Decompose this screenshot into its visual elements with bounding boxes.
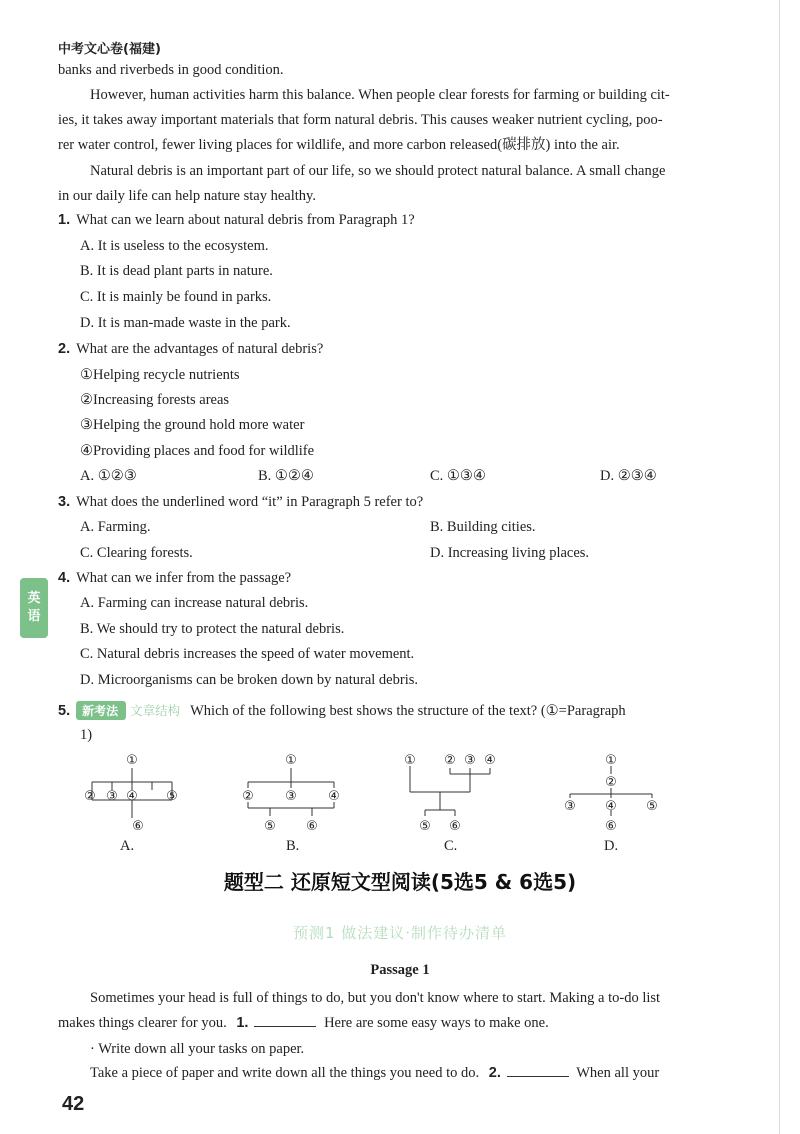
node: ⑤	[166, 789, 178, 804]
node: ②	[444, 753, 456, 768]
question-text: Which of the following best shows the structure of the text? (①=Paragraph	[190, 703, 626, 719]
node: ③	[106, 789, 118, 804]
option[interactable]: B. Building cities.	[430, 519, 536, 535]
passage-line	[58, 1013, 549, 1033]
node: ①	[285, 753, 297, 768]
passage-title: Passage 1	[370, 962, 430, 978]
option[interactable]: B. It is dead plant parts in nature.	[80, 263, 273, 279]
passage-text: Here are some easy ways to make one.	[324, 1015, 549, 1031]
option[interactable]: A. Farming.	[80, 519, 151, 535]
question-number: 3.	[58, 494, 71, 510]
node: ⑤	[646, 799, 658, 814]
question-text: What can we learn about natural debris from Paragraph 1?	[76, 212, 415, 228]
option[interactable]: C. It is mainly be found in parks.	[80, 289, 272, 305]
passage-text: When all your	[576, 1065, 660, 1081]
structure-diagram-c	[400, 748, 520, 838]
option[interactable]: C. Clearing forests.	[80, 545, 193, 561]
passage-line: in our daily life can help nature stay healthy.	[58, 188, 316, 204]
passage-line: ies, it takes away important materials that form natural debris. This causes weaker nutrient cycling, poo-	[58, 112, 663, 128]
statement-item: ④Providing places and food for wildlife	[80, 443, 315, 459]
option[interactable]: A. Farming can increase natural debris.	[80, 595, 309, 611]
passage-line: rer water control, fewer living places for wildlife, and more carbon released(碳排放) into the air.	[58, 137, 620, 153]
subject-tab	[20, 578, 48, 638]
blank-number: 2.	[488, 1065, 501, 1081]
node: ⑥	[449, 819, 461, 834]
diagram-label[interactable]: A.	[120, 838, 135, 854]
passage-line: However, human activities harm this balance. When people clear forests for farming or building cit-	[90, 87, 670, 103]
subtitle: 预测1 做法建议·制作待办清单	[292, 924, 508, 942]
question-text: What are the advantages of natural debris?	[76, 341, 324, 357]
passage-line	[90, 1063, 659, 1083]
question-text-cont: 1)	[80, 727, 93, 743]
tab-char: 语	[27, 609, 41, 624]
option[interactable]: C. ①③④	[430, 468, 486, 484]
page-number: 42	[62, 1093, 85, 1115]
question-text: What does the underlined word “it” in Paragraph 5 refer to?	[76, 494, 424, 510]
node: ①	[126, 753, 138, 768]
question-2	[58, 341, 323, 358]
question-number: 2.	[58, 341, 71, 357]
node: ⑥	[132, 819, 144, 834]
node: ③	[464, 753, 476, 768]
node: ②	[605, 775, 617, 790]
node: ①	[404, 753, 416, 768]
passage-line: banks and riverbeds in good condition.	[58, 62, 284, 78]
statement-item: ②Increasing forests areas	[80, 392, 230, 408]
diagram-label[interactable]: D.	[604, 838, 619, 854]
question-number: 4.	[58, 570, 71, 586]
passage-line: Sometimes your head is full of things to do, but you don't know where to start. Making a to-do list	[90, 990, 661, 1006]
node: ④	[328, 789, 340, 804]
node: ④	[126, 789, 138, 804]
statement-item: ③Helping the ground hold more water	[80, 417, 305, 433]
passage-line: · Write down all your tasks on paper.	[90, 1041, 305, 1057]
structure-diagram-b	[236, 748, 356, 838]
diagram-label[interactable]: B.	[286, 838, 300, 854]
structure-diagram-d	[556, 748, 676, 838]
node: ③	[285, 789, 297, 804]
answer-blank[interactable]	[507, 1064, 569, 1077]
option[interactable]: A. ①②③	[80, 468, 137, 484]
node: ⑤	[264, 819, 276, 834]
diagram-label[interactable]: C.	[444, 838, 458, 854]
option[interactable]: D. ②③④	[600, 468, 657, 484]
option[interactable]: D. Increasing living places.	[430, 545, 590, 561]
option[interactable]: D. It is man-made waste in the park.	[80, 315, 291, 331]
option[interactable]: B. We should try to protect the natural debris.	[80, 621, 345, 637]
node: ⑤	[419, 819, 431, 834]
statement-item: ①Helping recycle nutrients	[80, 367, 240, 383]
question-number: 1.	[58, 212, 71, 228]
node: ②	[242, 789, 254, 804]
question-1	[58, 212, 415, 229]
question-5	[58, 701, 626, 720]
page-header: 中考文心卷(福建)	[58, 42, 161, 57]
question-number: 5.	[58, 703, 71, 719]
section-title: 题型二 还原短文型阅读(5选5 & 6选5)	[223, 870, 577, 894]
option[interactable]: D. Microorganisms can be broken down by natural debris.	[80, 672, 418, 688]
passage-text: makes things clearer for you.	[58, 1015, 227, 1031]
question-4	[58, 570, 291, 587]
passage-text: Take a piece of paper and write down all the things you need to do.	[90, 1065, 480, 1081]
option[interactable]: B. ①②④	[258, 468, 314, 484]
node: ⑥	[605, 819, 617, 834]
question-text: What can we infer from the passage?	[76, 570, 292, 586]
question-3	[58, 494, 423, 511]
new-method-badge: 新考法	[76, 701, 126, 720]
blank-number: 1.	[236, 1015, 249, 1031]
structure-diagram-a	[72, 748, 192, 838]
badge-tag: 文章结构	[130, 703, 181, 718]
option[interactable]: A. It is useless to the ecosystem.	[80, 238, 269, 254]
node: ⑥	[306, 819, 318, 834]
passage-line: Natural debris is an important part of our life, so we should protect natural balance. A small change	[90, 163, 666, 179]
node: ①	[605, 753, 617, 768]
node: ④	[605, 799, 617, 814]
option[interactable]: C. Natural debris increases the speed of water movement.	[80, 646, 415, 662]
node: ④	[484, 753, 496, 768]
answer-blank[interactable]	[254, 1014, 316, 1027]
tab-char: 英	[27, 591, 41, 606]
node: ③	[564, 799, 576, 814]
node: ②	[84, 789, 96, 804]
